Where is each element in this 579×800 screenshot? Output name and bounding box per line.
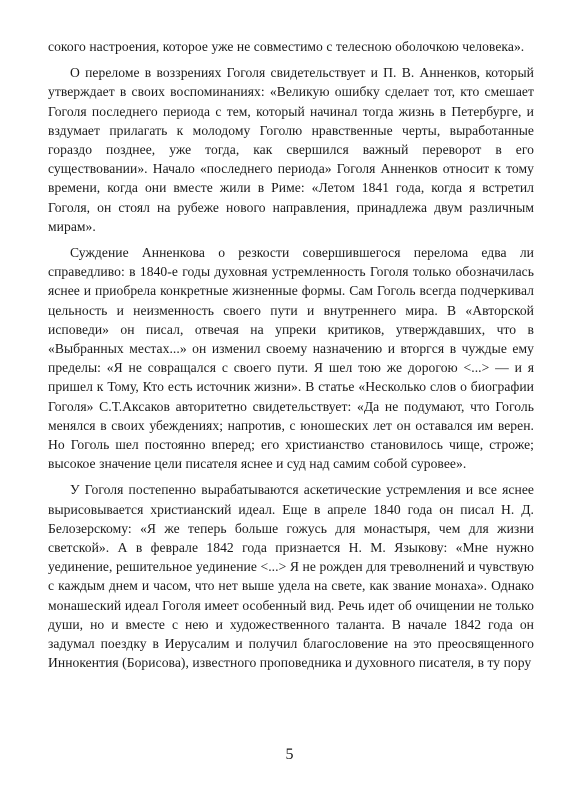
paragraph-judgment: Суждение Анненкова о резкости совершившегося перелома едва ли справедливо: в 1840-е годы духовная устремленность Гоголя только обозначилась яснее и приобрела конкретные жизненные формы. Сам Гоголь всегда подчеркивал цельность и неизменность своего пути и внутреннего мира. В «Авторской исповеди» он писал, отвечая на упреки критиков, утверждавших, что в «Выбранных местах...» он изменил своему назначению и вторгся в чуждые ему пределы: «Я не совращался с своего пути. Я шел тою же дорогою <...> — и я пришел к Тому, Кто есть источник жизни». В статье «Несколько слов о биографии Гоголя» С.Т.Аксаков авторитетно свидетельствует: «Да не подумают, что Гоголь менялся в своих убеждениях; напротив, с юношеских лет он оставался им верен. Но Гоголь шел постоянно вперед; его христианство становилось чище, строже; высокое значение цели писателя яснее и суд над самим собой суровее». <box>48 245 534 472</box>
body-text <box>48 37 534 673</box>
page-number: 5 <box>285 746 294 763</box>
paragraph-continuation: сокого настроения, которое уже не совместимо с телесною оболочкою человека». <box>48 39 525 54</box>
paragraph-annenkov-testimony: О переломе в воззрениях Гоголя свидетельствует и П. В. Анненков, который утверждает в своих воспоминаниях: «Великую ошибку сделает тот, кто смешает Гоголя последнего периода с тем, который начинал тогда жизнь в Петербурге, и вздумает прилагать к молодому Гоголю нравственные черты, выработанные гораздо позднее, уже тогда, как свершился важный переворот в его существовании». Начало «последнего периода» Гоголя Анненков относит к тому времени, когда они вместе жили в Риме: «Летом 1841 года, когда я встретил Гоголя, он стоял на рубеже нового направления, принадлежа двум различным мирам». <box>48 65 534 234</box>
paragraph-ascetic-ideal: У Гоголя постепенно вырабатываются аскетические устремления и все яснее вырисовывается христианский идеал. Еще в апреле 1840 года он писал Н. Д. Белозерскому: «Я же теперь больше гожусь для монастыря, чем для жизни светской». А в феврале 1842 года признается Н. М. Языкову: «Мне нужно уединение, решительное уединение <...> Я не рожден для треволнений и чувствую с каждым днем и часом, что нет выше удела на свете, как звание монаха». Однако монашеский идеал Гоголя имеет особенный вид. Речь идет об очищении не только души, но и вместе с нею и художественного таланта. В начале 1842 года он задумал поездку в Иерусалим и получил благословение на это преосвященного Иннокентия (Борисова), известного проповедника и духовного писателя, в ту пору <box>48 482 534 671</box>
